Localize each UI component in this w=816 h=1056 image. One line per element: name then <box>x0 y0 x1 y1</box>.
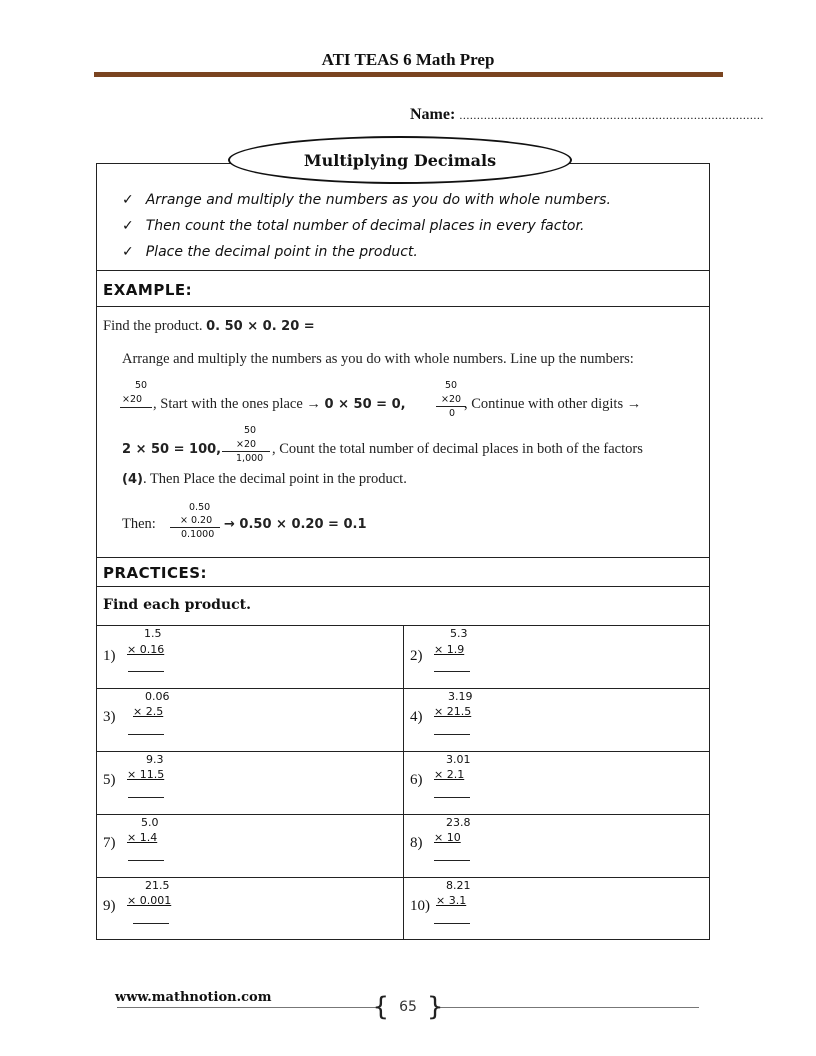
problem-bottom: × 2.5 <box>133 705 164 718</box>
problem-top: 8.21 <box>446 879 471 892</box>
practices-instruction: Find each product. <box>103 597 251 613</box>
answer-line <box>434 860 470 861</box>
stack2-top: 50 <box>445 380 458 391</box>
divider-example-head <box>96 306 710 307</box>
stack1-rule <box>120 407 152 408</box>
example-prompt: Find the product. 0. 50 × 0. 20 = <box>103 318 315 334</box>
problem-top: 9.3 <box>146 753 164 766</box>
answer-line <box>128 860 164 861</box>
problem-number: 3) <box>103 709 116 725</box>
stack4-result: 0.1000 <box>181 529 215 540</box>
left-bracket-icon: { <box>372 992 390 1022</box>
stack4-rule <box>170 527 220 528</box>
checkmark-icon: ✓ <box>122 192 134 208</box>
problem-bottom: × 2.1 <box>434 768 465 781</box>
problem-number: 1) <box>103 648 116 664</box>
answer-line <box>434 734 470 735</box>
checkmark-icon: ✓ <box>122 218 134 234</box>
problem-number: 2) <box>410 648 423 664</box>
page-number: 65 <box>399 999 417 1015</box>
problem-bottom: × 10 <box>434 831 461 844</box>
page-number-box <box>372 992 444 1022</box>
problem-number: 6) <box>410 772 423 788</box>
stack3-result: 1,000 <box>236 453 264 464</box>
problem-number: 8) <box>410 835 423 851</box>
example-line2b: , Continue with other digits → <box>464 396 642 412</box>
answer-line <box>128 797 164 798</box>
example-line2a: , Start with the ones place → 0 × 50 = 0, <box>153 396 406 412</box>
stack4-top: 0.50 <box>189 502 211 513</box>
stack3-top: 50 <box>244 425 257 436</box>
example-line2a-expr: 0 × 50 = 0, <box>324 397 406 412</box>
name-label: Name: <box>410 106 456 123</box>
problem-bottom: × 1.4 <box>127 831 158 844</box>
example-prompt-expr: 0. 50 × 0. 20 = <box>206 319 315 334</box>
header-rule <box>94 72 723 77</box>
example-heading: EXAMPLE: <box>103 281 193 299</box>
problem-bottom: × 0.001 <box>127 894 172 907</box>
problem-top: 21.5 <box>145 879 170 892</box>
answer-line <box>128 671 164 672</box>
example-line3b: , Count the total number of decimal places in both of the factors <box>272 441 643 457</box>
right-bracket-icon: } <box>426 992 444 1022</box>
problem-number: 10) <box>410 898 430 914</box>
problem-bottom: × 1.9 <box>434 643 465 656</box>
problem-bottom: × 0.16 <box>127 643 165 656</box>
problem-number: 4) <box>410 709 423 725</box>
divider-bullets <box>96 270 710 271</box>
example-line3-expr: 2 × 50 = 100, <box>122 442 222 457</box>
stack3-bottom: ×20 <box>236 439 257 450</box>
stack1-bottom: ×20 <box>122 394 143 405</box>
page-header-title: ATI TEAS 6 Math Prep <box>321 50 495 69</box>
footer-website: www.mathnotion.com <box>115 990 272 1005</box>
section-title: Multiplying Decimals <box>228 136 572 184</box>
problem-number: 5) <box>103 772 116 788</box>
answer-line <box>434 797 470 798</box>
column-divider <box>403 625 404 940</box>
problem-top: 5.0 <box>141 816 159 829</box>
bullet-item: ✓ Place the decimal point in the product. <box>122 244 418 260</box>
answer-line <box>133 923 169 924</box>
problem-bottom: × 3.1 <box>436 894 467 907</box>
answer-line <box>434 671 470 672</box>
problem-top: 0.06 <box>145 690 170 703</box>
problem-top: 5.3 <box>450 627 468 640</box>
then-expression: → 0.50 × 0.20 = 0.1 <box>224 517 367 532</box>
name-dotted-line: ....................................................................................... <box>459 108 764 122</box>
problem-bottom: × 11.5 <box>127 768 165 781</box>
divider-example-body <box>96 557 710 558</box>
problem-top: 1.5 <box>144 627 162 640</box>
then-label: Then: <box>122 516 156 532</box>
bullet-item: ✓ Then count the total number of decimal places in every factor. <box>122 218 585 234</box>
bullet-item: ✓ Arrange and multiply the numbers as you do with whole numbers. <box>122 192 611 208</box>
answer-line <box>434 923 470 924</box>
stack2-result: 0 <box>449 408 456 419</box>
name-field <box>410 106 764 124</box>
example-line1: Arrange and multiply the numbers as you do with whole numbers. Line up the numbers: <box>122 351 634 367</box>
stack2-rule <box>436 406 466 407</box>
divider-practices-head <box>96 586 710 587</box>
checkmark-icon: ✓ <box>122 244 134 260</box>
problem-number: 7) <box>103 835 116 851</box>
stack3-rule <box>222 451 270 452</box>
stack4-bottom: × 0.20 <box>180 515 213 526</box>
example-line4: (4). Then Place the decimal point in the product. <box>122 471 407 487</box>
problem-top: 23.8 <box>446 816 471 829</box>
stack1-top: 50 <box>135 380 148 391</box>
stack2-bottom: ×20 <box>441 394 462 405</box>
problem-bottom: × 21.5 <box>434 705 472 718</box>
problem-top: 3.01 <box>446 753 471 766</box>
problem-top: 3.19 <box>448 690 473 703</box>
problem-number: 9) <box>103 898 116 914</box>
practices-heading: PRACTICES: <box>103 564 208 582</box>
answer-line <box>128 734 164 735</box>
